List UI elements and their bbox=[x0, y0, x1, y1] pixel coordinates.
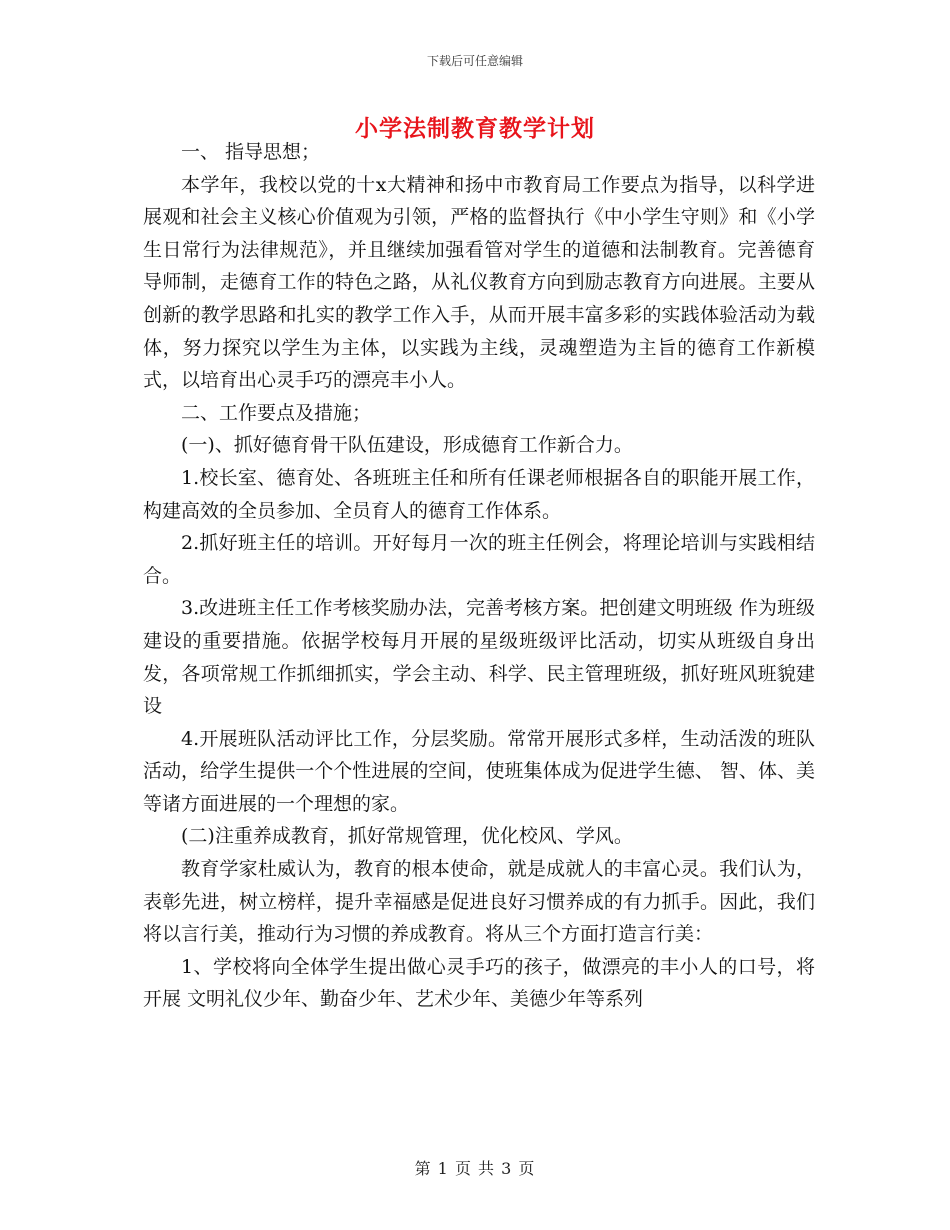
paragraph-section-1-heading: 一、 指导思想； bbox=[181, 141, 321, 163]
page-number: 第 1 页 共 3 页 bbox=[414, 1159, 536, 1178]
paragraph-item-2: 2.抓好班主任的培训。开好每月一次的班主任例会，将理论培训与实践相结合。 bbox=[143, 532, 815, 587]
paragraph-item-4: 4.开展班队活动评比工作，分层奖励。常常开展形式多样，生动活泼的班队活动，给学生提供一个个性进展的空间，使班集体成为促进学生德、 智、体、美等诸方面进展的一个理想的家。 bbox=[143, 727, 815, 815]
document-title: 小学法制教育教学计划 bbox=[355, 115, 595, 142]
paragraph-subsection-1-heading: (一)、抓好德育骨干队伍建设，形成德育工作新合力。 bbox=[181, 434, 633, 457]
paragraph-section-2-heading: 二、工作要点及措施； bbox=[181, 401, 372, 424]
paragraph-item-1: 1.校长室、德育处、各班班主任和所有任课老师根据各自的职能开展工作，构建高效的全员参加、全员育人的德育工作体系。 bbox=[143, 466, 815, 522]
page-header-note: 下载后可任意编辑 bbox=[426, 54, 523, 68]
paragraph-subsection-2-heading: (二)注重养成教育，抓好常规管理，优化校风、学风。 bbox=[181, 825, 633, 848]
paragraph-education-philosophy: 教育学家杜威认为，教育的根本使命，就是成就人的丰富心灵。我们认为，表彰先进，树立榜样，提升幸福感是促进良好习惯养成的有力抓手。因此，我们将以言行美，推动行为习惯的养成教育。将从三个方面打造言行美： bbox=[143, 858, 815, 946]
paragraph-guiding-thought: 本学年，我校以党的十x大精神和扬中市教育局工作要点为指导，以科学进展观和社会主义核心价值观为引领，严格的监督执行《中小学生守则》和《小学生日常行为法律规范》，并且继续加强看管对学生的道德和法制教育。完善德育导师制，走德育工作的特色之路，从礼仪教育方向到励志教育方向进展。主要从创新的教学思路和扎实的教学工作入手，从而开展丰富多彩的实践体验活动为载体，努力探究以学生为主体，以实践为主线，灵魂塑造为主旨的德育工作新模式，以培育出心灵手巧的漂亮丰小人。 bbox=[143, 173, 815, 392]
paragraph-school-slogan: 1、学校将向全体学生提出做心灵手巧的孩子，做漂亮的丰小人的口号，将开展 文明礼仪少年、勤奋少年、艺术少年、美德少年等系列 bbox=[143, 955, 815, 1011]
paragraph-item-3: 3.改进班主任工作考核奖励办法，完善考核方案。把创建文明班级 作为班级建设的重要措施。依据学校每月开展的星级班级评比活动，切实从班级自身出发，各项常规工作抓细抓实，学会主动、科学、民主管理班级，抓好班风班貌建设 bbox=[143, 597, 815, 718]
document-body bbox=[143, 136, 815, 1016]
